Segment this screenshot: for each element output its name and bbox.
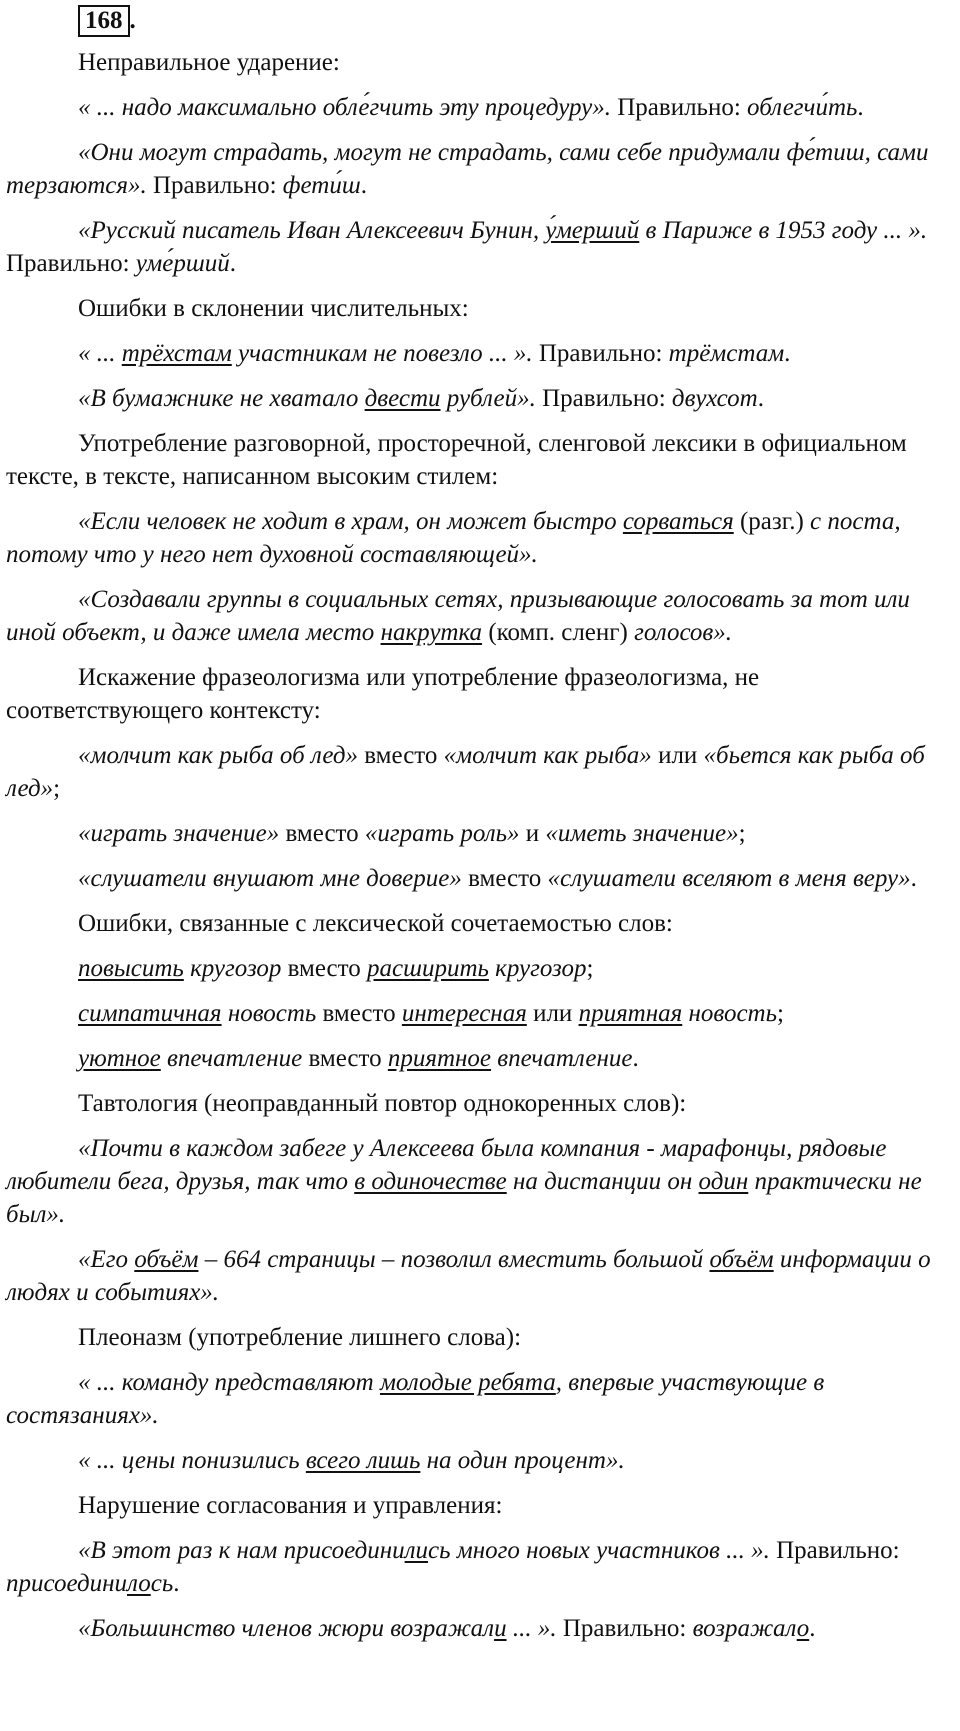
text-segment: вместо: [279, 820, 365, 847]
italic-text: двухсот: [671, 385, 758, 412]
text-segment: Тавтология (неоправданный повтор однокоренных слов):: [78, 1090, 687, 1117]
text-segment: или: [526, 1000, 579, 1027]
underlined-text: у́мерший: [545, 217, 640, 244]
exercise-number-row: [78, 4, 954, 38]
exercise-content: [6, 46, 954, 1645]
underlined-text: повысить: [78, 955, 184, 982]
example-paragraph: [6, 583, 954, 649]
italic-text: «слушатели внушают мне доверие»: [78, 865, 462, 892]
text-segment: Правильно:: [535, 385, 672, 412]
italic-text: в Париже в 1953 году ... ».: [639, 217, 928, 244]
italic-text: «Создавали группы в социальных сетях, призывающие голосовать за тот или иной объект, и даже имела место: [6, 586, 910, 646]
text-segment: Употребление разговорной, просторечной, сленговой лексики в официальном тексте, в тексте, написанном высоким стилем:: [6, 430, 907, 490]
italic-text: участникам не повезло ... ».: [231, 340, 533, 367]
underlined-text: приятная: [578, 1000, 683, 1027]
section-heading: [6, 427, 954, 493]
underlined-text: сорваться: [622, 508, 734, 535]
example-paragraph: [6, 1132, 954, 1231]
italic-text: «играть значение»: [78, 820, 280, 847]
example-paragraph: [6, 952, 954, 985]
italic-text: впечатление: [491, 1045, 633, 1072]
text-segment: вместо: [281, 955, 367, 982]
underlined-text: двести: [364, 385, 441, 412]
text-segment: ;: [776, 1000, 784, 1027]
italic-text: «Если человек не ходит в храм, он может быстро: [78, 508, 623, 535]
italic-text: информации о людях и событиях».: [6, 1246, 931, 1306]
italic-text: « ...: [78, 340, 122, 367]
text-segment: (комп. сленг): [482, 619, 635, 646]
text-segment: .: [910, 865, 917, 892]
underlined-text: накрутка: [380, 619, 483, 646]
example-paragraph: [6, 337, 954, 370]
text-segment: .: [229, 250, 236, 277]
example-paragraph: [6, 505, 954, 571]
italic-text: «молчит как рыба»: [443, 742, 652, 769]
exercise-number-dot: .: [129, 7, 136, 34]
italic-text: «Почти в каждом забеге у Алексеева была компания - марафонцы, рядовые любители бега, друзья, так что: [6, 1135, 887, 1195]
italic-text: практически не был».: [6, 1168, 922, 1228]
italic-text: рублей».: [440, 385, 536, 412]
italic-text: «молчит как рыба об лед»: [78, 742, 359, 769]
text-segment: .: [857, 94, 864, 121]
underlined-text: объём: [709, 1246, 774, 1273]
italic-text: – 664 страницы – позволил вместить большой: [198, 1246, 710, 1273]
underlined-text: объём: [134, 1246, 199, 1273]
text-segment: .: [360, 172, 367, 199]
italic-text: присоедини: [6, 1570, 127, 1597]
example-paragraph: [6, 1243, 954, 1309]
italic-text: , впервые участвующие в состязаниях».: [6, 1369, 825, 1429]
text-segment: вместо: [358, 742, 444, 769]
italic-text: фети́ш: [282, 172, 361, 199]
text-segment: Правильно:: [6, 250, 136, 277]
underlined-text: молодые ребята: [379, 1369, 556, 1396]
section-heading: [6, 907, 954, 940]
text-segment: (разг.): [733, 508, 811, 535]
italic-text: «слушатели вселяют в меня веру»: [547, 865, 911, 892]
italic-text: « ... надо максимально обле́гчить эту процедуру».: [78, 94, 611, 121]
italic-text: впечатление: [160, 1045, 303, 1072]
italic-text: с поста, потому что у него нет духовной составляющей».: [6, 508, 901, 568]
example-paragraph: [6, 214, 954, 280]
example-paragraph: [6, 1534, 954, 1600]
example-paragraph: [6, 1612, 954, 1645]
example-paragraph: [6, 1444, 954, 1477]
underlined-text: ло: [127, 1570, 151, 1597]
example-paragraph: [6, 1366, 954, 1432]
example-paragraph: [6, 739, 954, 805]
section-heading: [6, 1321, 954, 1354]
underlined-text: ли: [404, 1537, 429, 1564]
text-segment: и: [519, 820, 546, 847]
text-segment: вместо: [302, 1045, 388, 1072]
text-segment: .: [809, 1615, 816, 1642]
italic-text: «Его: [78, 1246, 135, 1273]
italic-text: «играть роль»: [364, 820, 520, 847]
text-segment: Правильно:: [611, 94, 748, 121]
underlined-text: всего лишь: [305, 1447, 421, 1474]
text-segment: Ошибки в склонении числительных:: [78, 295, 469, 322]
text-segment: Плеоназм (употребление лишнего слова):: [78, 1324, 522, 1351]
underlined-text: в одиночестве: [354, 1168, 507, 1195]
section-heading: [6, 46, 954, 79]
italic-text: « ... цены понизились: [78, 1447, 306, 1474]
italic-text: облегчи́ть: [747, 94, 858, 121]
italic-text: «Русский писатель Иван Алексеевич Бунин,: [78, 217, 546, 244]
underlined-text: о: [796, 1615, 810, 1642]
underlined-text: один: [698, 1168, 749, 1195]
section-heading: [6, 661, 954, 727]
text-segment: Ошибки, связанные с лексической сочетаемостью слов:: [78, 910, 673, 937]
italic-text: сь много новых участников ... ».: [428, 1537, 770, 1564]
underlined-text: трёхстам: [121, 340, 232, 367]
example-paragraph: [6, 382, 954, 415]
example-paragraph: [6, 91, 954, 124]
italic-text: возражал: [692, 1615, 797, 1642]
italic-text: кругозор: [488, 955, 587, 982]
text-segment: .: [173, 1570, 180, 1597]
italic-text: «иметь значение»: [545, 820, 739, 847]
italic-text: голосов».: [634, 619, 733, 646]
example-paragraph: [6, 817, 954, 850]
text-segment: Неправильное ударение:: [78, 49, 340, 76]
underlined-text: симпатичная: [78, 1000, 222, 1027]
text-segment: ;: [738, 820, 746, 847]
exercise-number: 168: [78, 5, 130, 37]
example-paragraph: [6, 997, 954, 1030]
italic-text: « ... команду представляют: [78, 1369, 380, 1396]
text-segment: Правильно:: [146, 172, 283, 199]
italic-text: трёмстам: [668, 340, 785, 367]
italic-text: ... ».: [506, 1615, 557, 1642]
text-segment: Правильно:: [556, 1615, 693, 1642]
underlined-text: и: [494, 1615, 507, 1642]
text-segment: Нарушение согласования и управления:: [78, 1492, 503, 1519]
italic-text: новость: [221, 1000, 317, 1027]
italic-text: «Большинство членов жюри возражал: [78, 1615, 495, 1642]
text-segment: или: [651, 742, 704, 769]
underlined-text: интересная: [401, 1000, 527, 1027]
italic-text: «В этот раз к нам присоедини: [78, 1537, 405, 1564]
italic-text: сь: [150, 1570, 174, 1597]
italic-text: на дистанции он: [506, 1168, 699, 1195]
section-heading: [6, 292, 954, 325]
text-segment: .: [632, 1045, 639, 1072]
italic-text: «Они могут страдать, могут не страдать, сами себе придумали фе́тиш, сами терзаются».: [6, 139, 929, 199]
text-segment: ;: [586, 955, 594, 982]
example-paragraph: [6, 136, 954, 202]
text-segment: вместо: [461, 865, 548, 892]
underlined-text: уютное: [78, 1045, 161, 1072]
section-heading: [6, 1489, 954, 1522]
text-segment: Правильно:: [769, 1537, 900, 1564]
italic-text: новость: [682, 1000, 777, 1027]
example-paragraph: [6, 862, 954, 895]
text-segment: .: [784, 340, 791, 367]
italic-text: кругозор: [183, 955, 282, 982]
text-segment: .: [757, 385, 764, 412]
italic-text: «В бумажнике не хватало: [78, 385, 365, 412]
italic-text: на один процент».: [420, 1447, 625, 1474]
italic-text: уме́рший: [135, 250, 230, 277]
underlined-text: приятное: [387, 1045, 492, 1072]
example-paragraph: [6, 1042, 954, 1075]
text-segment: Правильно:: [532, 340, 669, 367]
text-segment: ;: [53, 775, 61, 802]
italic-text: «бьется как рыба об лед»: [6, 742, 925, 802]
section-heading: [6, 1087, 954, 1120]
text-segment: вместо: [316, 1000, 402, 1027]
text-segment: Искажение фразеологизма или употребление фразеологизма, не соответствующего контексту:: [6, 664, 760, 724]
underlined-text: расширить: [366, 955, 489, 982]
